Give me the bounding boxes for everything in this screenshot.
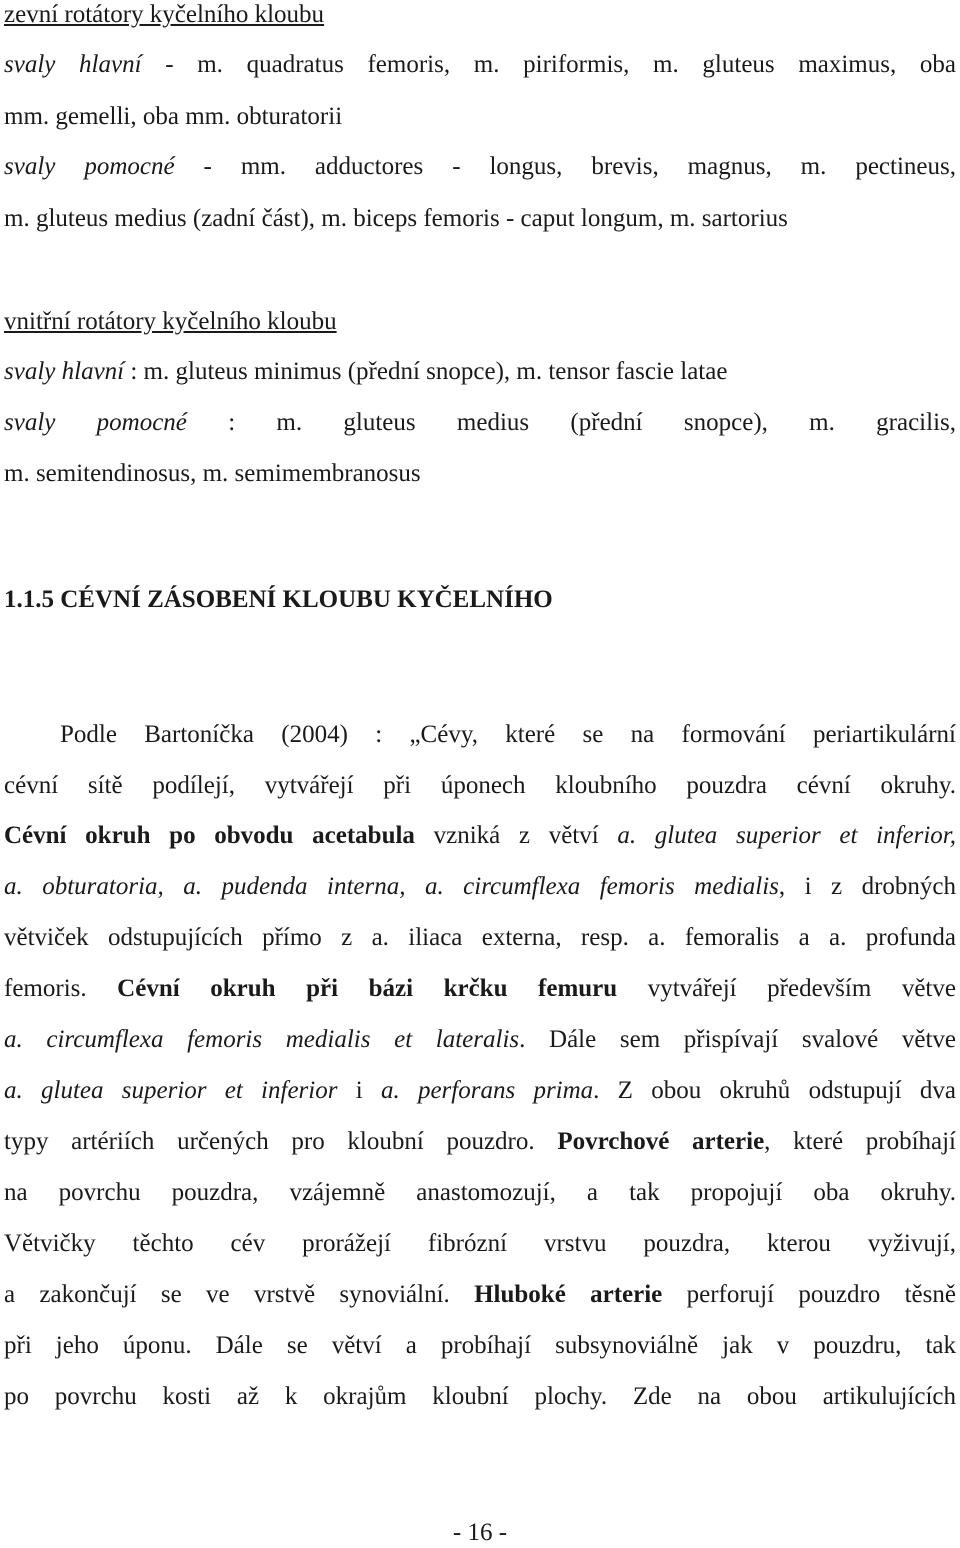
- paragraph-text: perforují pouzdro těsně: [662, 1281, 956, 1308]
- paragraph-text: femoris.: [4, 975, 118, 1002]
- paragraph-line-9: [4, 1127, 956, 1157]
- paragraph-line-4: [4, 872, 956, 902]
- external-aux-muscles-line-2: m. gluteus medius (zadní část), m. biceps femoris - caput longum, m. sartorius: [4, 205, 788, 232]
- paragraph-line-11: Větvičky těchto cév prorážejí fibrózní vrstvu pouzdra, kterou vyživují,: [4, 1230, 956, 1257]
- paragraph-text: typy artériích určených pro kloubní pouzdro.: [4, 1128, 558, 1155]
- external-rotators-heading: zevní rotátory kyčelního kloubu: [4, 1, 325, 28]
- deep-arteries-term: Hluboké arterie: [474, 1281, 663, 1308]
- section-title: 1.1.5 CÉVNÍ ZÁSOBENÍ KLOUBU KYČELNÍHO: [4, 586, 553, 613]
- paragraph-text: , které probíhají: [764, 1128, 957, 1155]
- internal-rotators-heading: vnitřní rotátory kyčelního kloubu: [4, 308, 337, 335]
- acetabular-circle-term: Cévní okruh po obvodu acetabula: [4, 822, 415, 849]
- femoral-neck-circle-term: Cévní okruh při bázi krčku femuru: [117, 975, 618, 1002]
- paragraph-line-13: při jeho úponu. Dále se větví a probíhají subsynoviálně jak v pouzdru, tak: [4, 1332, 956, 1359]
- artery-name: a. glutea superior et inferior: [4, 1077, 338, 1104]
- paragraph-text: . Z obou okruhů odstupují dva: [593, 1077, 956, 1104]
- external-main-muscles-line-2: mm. gemelli, oba mm. obturatorii: [4, 103, 343, 130]
- paragraph-line-6: [4, 974, 956, 1004]
- page-number: - 16 -: [452, 1519, 508, 1546]
- paragraph-line-3: [4, 821, 956, 851]
- internal-aux-muscles-line-2: m. semitendinosus, m. semimembranosus: [4, 460, 421, 487]
- aux-muscles-text: : m. gluteus medius (přední snopce), m. gracilis,: [186, 409, 956, 436]
- superficial-arteries-term: Povrchové arterie: [557, 1128, 765, 1155]
- paragraph-text: . Dále sem přispívají svalové větve: [519, 1026, 956, 1053]
- internal-main-muscles-line: [4, 357, 956, 387]
- paragraph-text: a zakončují se ve vrstvě synoviální.: [4, 1281, 475, 1308]
- artery-name: a. glutea superior et inferior,: [617, 822, 956, 849]
- paragraph-line-14: po povrchu kosti až k okrajům kloubní plochy. Zde na obou artikulujících: [4, 1383, 956, 1410]
- aux-muscles-label: svaly pomocné: [4, 409, 187, 436]
- paragraph-line-2: cévní sítě podílejí, vytvářejí při úponech kloubního pouzdra cévní okruhy.: [4, 772, 956, 799]
- paragraph-line-1: Podle Bartoníčka (2004) : „Cévy, které se na formování periartikulární: [60, 721, 956, 748]
- artery-name: a. circumflexa femoris medialis et lateralis: [4, 1026, 520, 1053]
- external-aux-muscles-line: [4, 152, 956, 182]
- main-muscles-label: svaly hlavní: [4, 358, 125, 385]
- external-main-muscles-line: [4, 50, 956, 80]
- internal-aux-muscles-line: [4, 408, 956, 438]
- main-muscles-text: - m. quadratus femoris, m. piriformis, m. gluteus maximus, oba: [141, 51, 957, 78]
- aux-muscles-text: - mm. adductores - longus, brevis, magnus, m. pectineus,: [174, 153, 956, 180]
- paragraph-line-7: [4, 1025, 956, 1055]
- main-muscles-label: svaly hlavní: [4, 51, 142, 78]
- paragraph-text: vzniká z větví: [414, 822, 618, 849]
- paragraph-line-8: [4, 1076, 956, 1106]
- paragraph-text: i: [337, 1077, 381, 1104]
- paragraph-text: vytvářejí především větve: [617, 975, 956, 1002]
- paragraph-text: , i z drobných: [778, 873, 957, 900]
- paragraph-line-10: na povrchu pouzdra, vzájemně anastomozují, a tak propojují oba okruhy.: [4, 1179, 956, 1206]
- main-muscles-text: : m. gluteus minimus (přední snopce), m. tensor fascie latae: [124, 358, 728, 385]
- artery-name: a. perforans prima: [380, 1077, 594, 1104]
- artery-name: a. obturatoria, a. pudenda interna, a. circumflexa femoris medialis: [4, 873, 779, 900]
- aux-muscles-label: svaly pomocné: [4, 153, 175, 180]
- paragraph-line-12: [4, 1280, 956, 1310]
- paragraph-line-5: větviček odstupujících přímo z a. iliaca externa, resp. a. femoralis a a. profunda: [4, 924, 956, 951]
